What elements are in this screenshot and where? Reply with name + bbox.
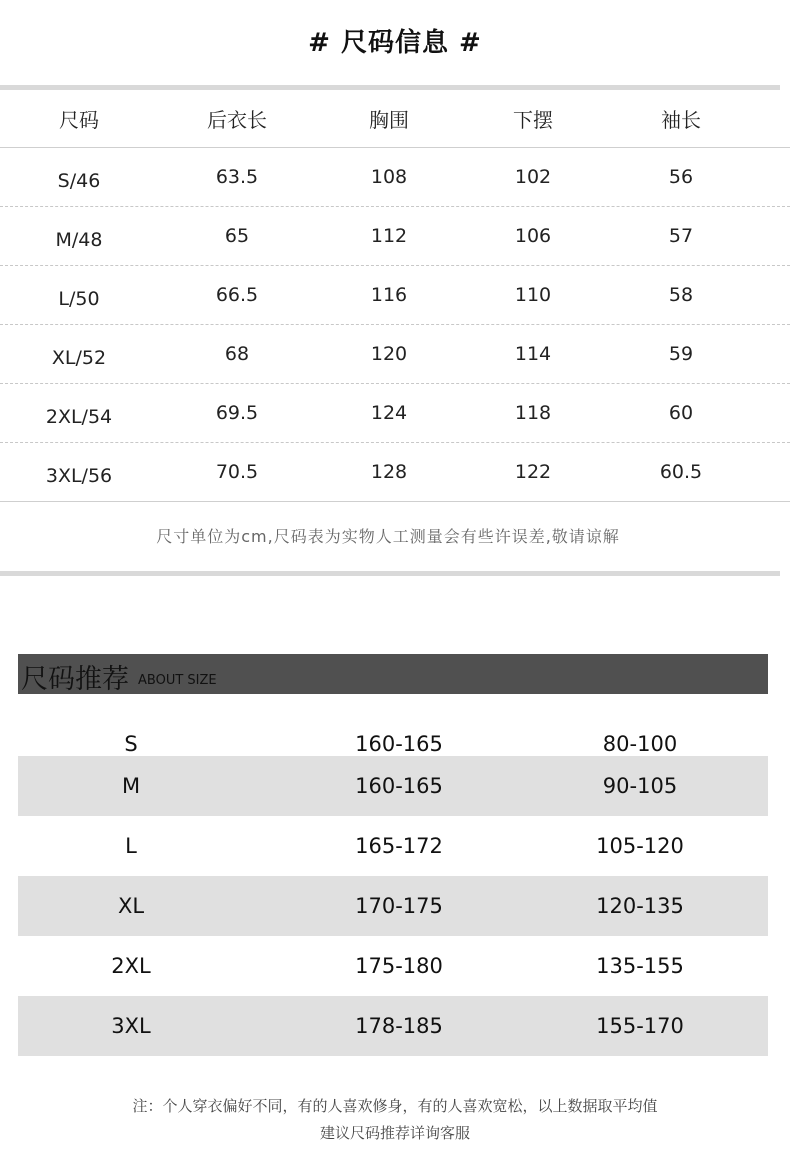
recommend-row xyxy=(18,720,768,756)
chest-cell: 112 xyxy=(370,225,408,247)
recommend-table xyxy=(18,720,768,1056)
recommend-header xyxy=(18,654,768,694)
size-table-header xyxy=(0,90,790,148)
table-row xyxy=(0,148,790,207)
recommend-row xyxy=(18,996,768,1056)
footer-note-line2: 建议尺码推荐详询客服 xyxy=(319,1124,470,1142)
recommend-weight: 105-120 xyxy=(596,834,684,858)
recommend-weight: 135-155 xyxy=(596,954,684,978)
back-length-cell: 65 xyxy=(224,225,250,247)
sleeve-cell: 56 xyxy=(668,166,694,188)
recommend-size: M xyxy=(121,774,141,798)
back-length-cell: 68 xyxy=(224,343,250,365)
recommend-height: 178-185 xyxy=(355,1014,443,1038)
back-length-cell: 69.5 xyxy=(215,402,259,424)
hem-cell: 122 xyxy=(514,461,552,483)
recommend-height: 160-165 xyxy=(355,732,443,756)
sleeve-cell: 59 xyxy=(668,343,694,365)
size-cell: XL/52 xyxy=(51,347,107,369)
recommend-height: 170-175 xyxy=(355,894,443,918)
recommend-row xyxy=(18,816,768,876)
recommend-row xyxy=(18,936,768,996)
back-length-cell: 63.5 xyxy=(215,166,259,188)
recommend-weight: 80-100 xyxy=(602,732,678,756)
table-row xyxy=(0,325,790,384)
chest-cell: 116 xyxy=(370,284,408,306)
size-cell: 3XL/56 xyxy=(45,465,113,487)
size-table xyxy=(0,90,790,502)
recommend-weight: 155-170 xyxy=(596,1014,684,1038)
header-chest: 胸围 xyxy=(369,108,409,132)
hem-cell: 102 xyxy=(514,166,552,188)
recommend-height: 175-180 xyxy=(355,954,443,978)
footer-note-line1: 注：个人穿衣偏好不同，有的人喜欢修身，有的人喜欢宽松，以上数据取平均值 xyxy=(132,1097,658,1115)
chest-cell: 120 xyxy=(370,343,408,365)
recommend-title: 尺码推荐 xyxy=(21,664,129,695)
recommend-row xyxy=(18,876,768,936)
table-row xyxy=(0,384,790,443)
header-size: 尺码 xyxy=(59,108,99,132)
page-title: # 尺码信息 # xyxy=(308,28,482,58)
back-length-cell: 70.5 xyxy=(215,461,259,483)
sleeve-cell: 60 xyxy=(668,402,694,424)
back-length-cell: 66.5 xyxy=(215,284,259,306)
recommend-size: S xyxy=(124,732,138,756)
size-cell: L/50 xyxy=(58,288,100,310)
recommend-height: 160-165 xyxy=(355,774,443,798)
measurement-note: 尺寸单位为cm,尺码表为实物人工测量会有些许误差,敬请谅解 xyxy=(156,527,620,546)
chest-cell: 128 xyxy=(370,461,408,483)
recommend-row xyxy=(18,756,768,816)
hem-cell: 114 xyxy=(514,343,552,365)
header-sleeve: 袖长 xyxy=(661,108,701,132)
hem-cell: 110 xyxy=(514,284,552,306)
header-back-length: 后衣长 xyxy=(207,108,267,132)
size-cell: 2XL/54 xyxy=(45,406,113,428)
hem-cell: 118 xyxy=(514,402,552,424)
sleeve-cell: 58 xyxy=(668,284,694,306)
recommend-height: 165-172 xyxy=(355,834,443,858)
chest-cell: 124 xyxy=(370,402,408,424)
header-hem: 下摆 xyxy=(513,108,553,132)
recommend-size: XL xyxy=(117,894,145,918)
table-row xyxy=(0,266,790,325)
hem-cell: 106 xyxy=(514,225,552,247)
size-cell: S/46 xyxy=(57,170,101,192)
sleeve-cell: 57 xyxy=(668,225,694,247)
table-row xyxy=(0,207,790,266)
recommend-size: L xyxy=(125,834,137,858)
bottom-divider-bar xyxy=(0,571,780,576)
recommend-size: 3XL xyxy=(111,1014,151,1038)
footer-note xyxy=(0,1093,790,1147)
sleeve-cell: 60.5 xyxy=(659,461,703,483)
recommend-size: 2XL xyxy=(111,954,151,978)
recommend-weight: 90-105 xyxy=(602,774,678,798)
recommend-weight: 120-135 xyxy=(596,894,684,918)
size-cell: M/48 xyxy=(55,229,103,251)
table-row xyxy=(0,443,790,502)
recommend-subtitle: ABOUT SIZE xyxy=(138,673,217,688)
chest-cell: 108 xyxy=(370,166,408,188)
